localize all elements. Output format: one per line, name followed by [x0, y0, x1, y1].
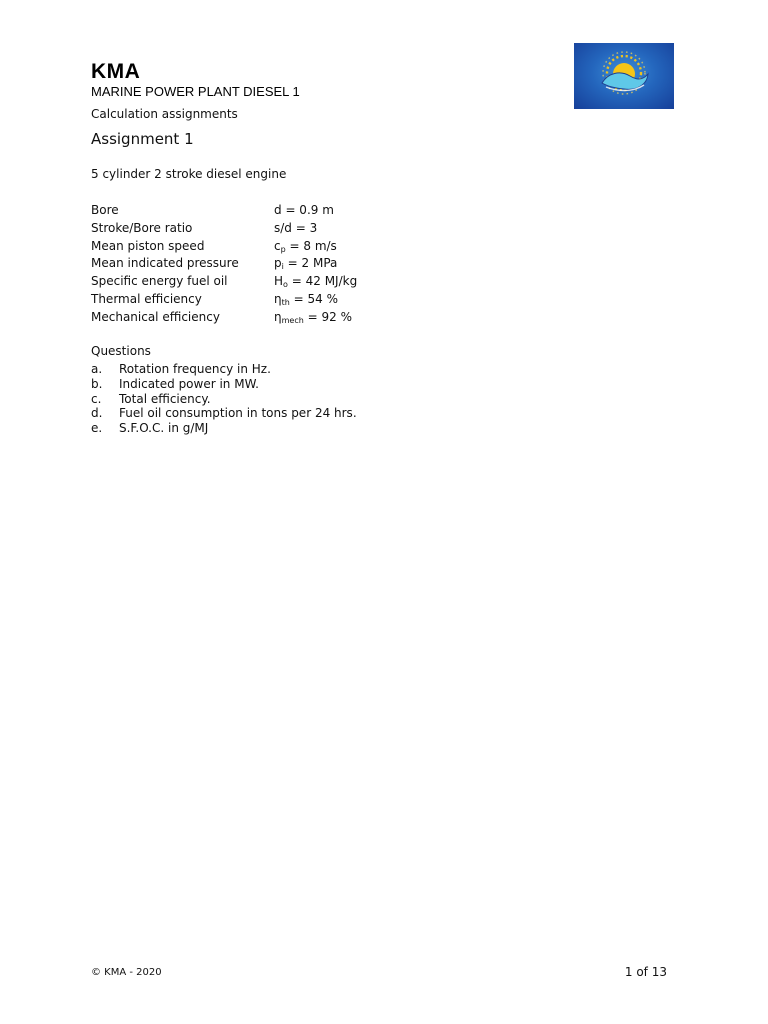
brand-title: KMA — [91, 60, 141, 83]
page-number: 1 of 13 — [624, 965, 667, 979]
parameter-symbol: s/d — [274, 220, 292, 235]
question-letter: e. — [91, 421, 103, 436]
question-text: Total efficiency. — [119, 391, 211, 406]
parameter-subscript: mech — [281, 315, 304, 325]
parameter-label: Mean indicated pressure — [91, 256, 239, 271]
parameter-subscript: i — [281, 262, 284, 272]
parameter-amount: = 8 m/s — [285, 238, 337, 253]
parameter-symbol: c — [274, 238, 281, 253]
parameter-label: Mean piston speed — [91, 238, 205, 253]
parameter-symbol: p — [274, 256, 282, 271]
parameter-amount: = 3 — [291, 220, 318, 235]
questions-heading: Questions — [91, 344, 151, 358]
parameter-subscript: th — [281, 297, 290, 307]
parameter-label: Stroke/Bore ratio — [91, 220, 193, 235]
parameter-symbol: η — [274, 291, 282, 306]
question-letter: a. — [91, 362, 103, 376]
parameter-value — [274, 220, 317, 238]
question-text: Indicated power in MW. — [119, 376, 259, 391]
parameter-value — [274, 202, 334, 220]
parameter-label: Specific energy fuel oil — [91, 274, 228, 289]
parameter-symbol: η — [274, 309, 282, 324]
footer-copyright: © KMA - 2020 — [91, 967, 162, 978]
question-text: S.F.O.C. in g/MJ — [119, 421, 209, 436]
parameter-amount: = 54 % — [289, 291, 338, 306]
document-subtitle: Calculation assignments — [91, 107, 238, 121]
question-letter: b. — [91, 376, 103, 391]
question-letter: c. — [91, 391, 102, 406]
parameter-symbol: H — [274, 274, 284, 289]
assignment-title: Assignment 1 — [91, 130, 194, 148]
course-title: MARINE POWER PLANT DIESEL 1 — [91, 84, 300, 99]
parameter-subscript: o — [283, 280, 288, 290]
question-text: Fuel oil consumption in tons per 24 hrs. — [119, 406, 357, 421]
parameter-amount: = 42 MJ/kg — [287, 274, 358, 289]
parameter-amount: = 2 MPa — [283, 256, 338, 271]
parameter-amount: = 92 % — [303, 309, 352, 324]
parameter-value — [274, 309, 352, 330]
parameter-subscript: p — [280, 244, 286, 254]
parameter-symbol: d — [274, 203, 282, 217]
sun-over-wave-logo-icon — [574, 43, 674, 109]
parameter-label: Thermal efficiency — [91, 291, 202, 306]
parameter-label: Mechanical efficiency — [91, 309, 220, 324]
question-text: Rotation frequency in Hz. — [119, 362, 271, 376]
engine-description: 5 cylinder 2 stroke diesel engine — [91, 167, 287, 181]
question-letter: d. — [91, 406, 103, 421]
parameter-label: Bore — [91, 203, 119, 217]
parameter-amount: = 0.9 m — [281, 203, 334, 217]
